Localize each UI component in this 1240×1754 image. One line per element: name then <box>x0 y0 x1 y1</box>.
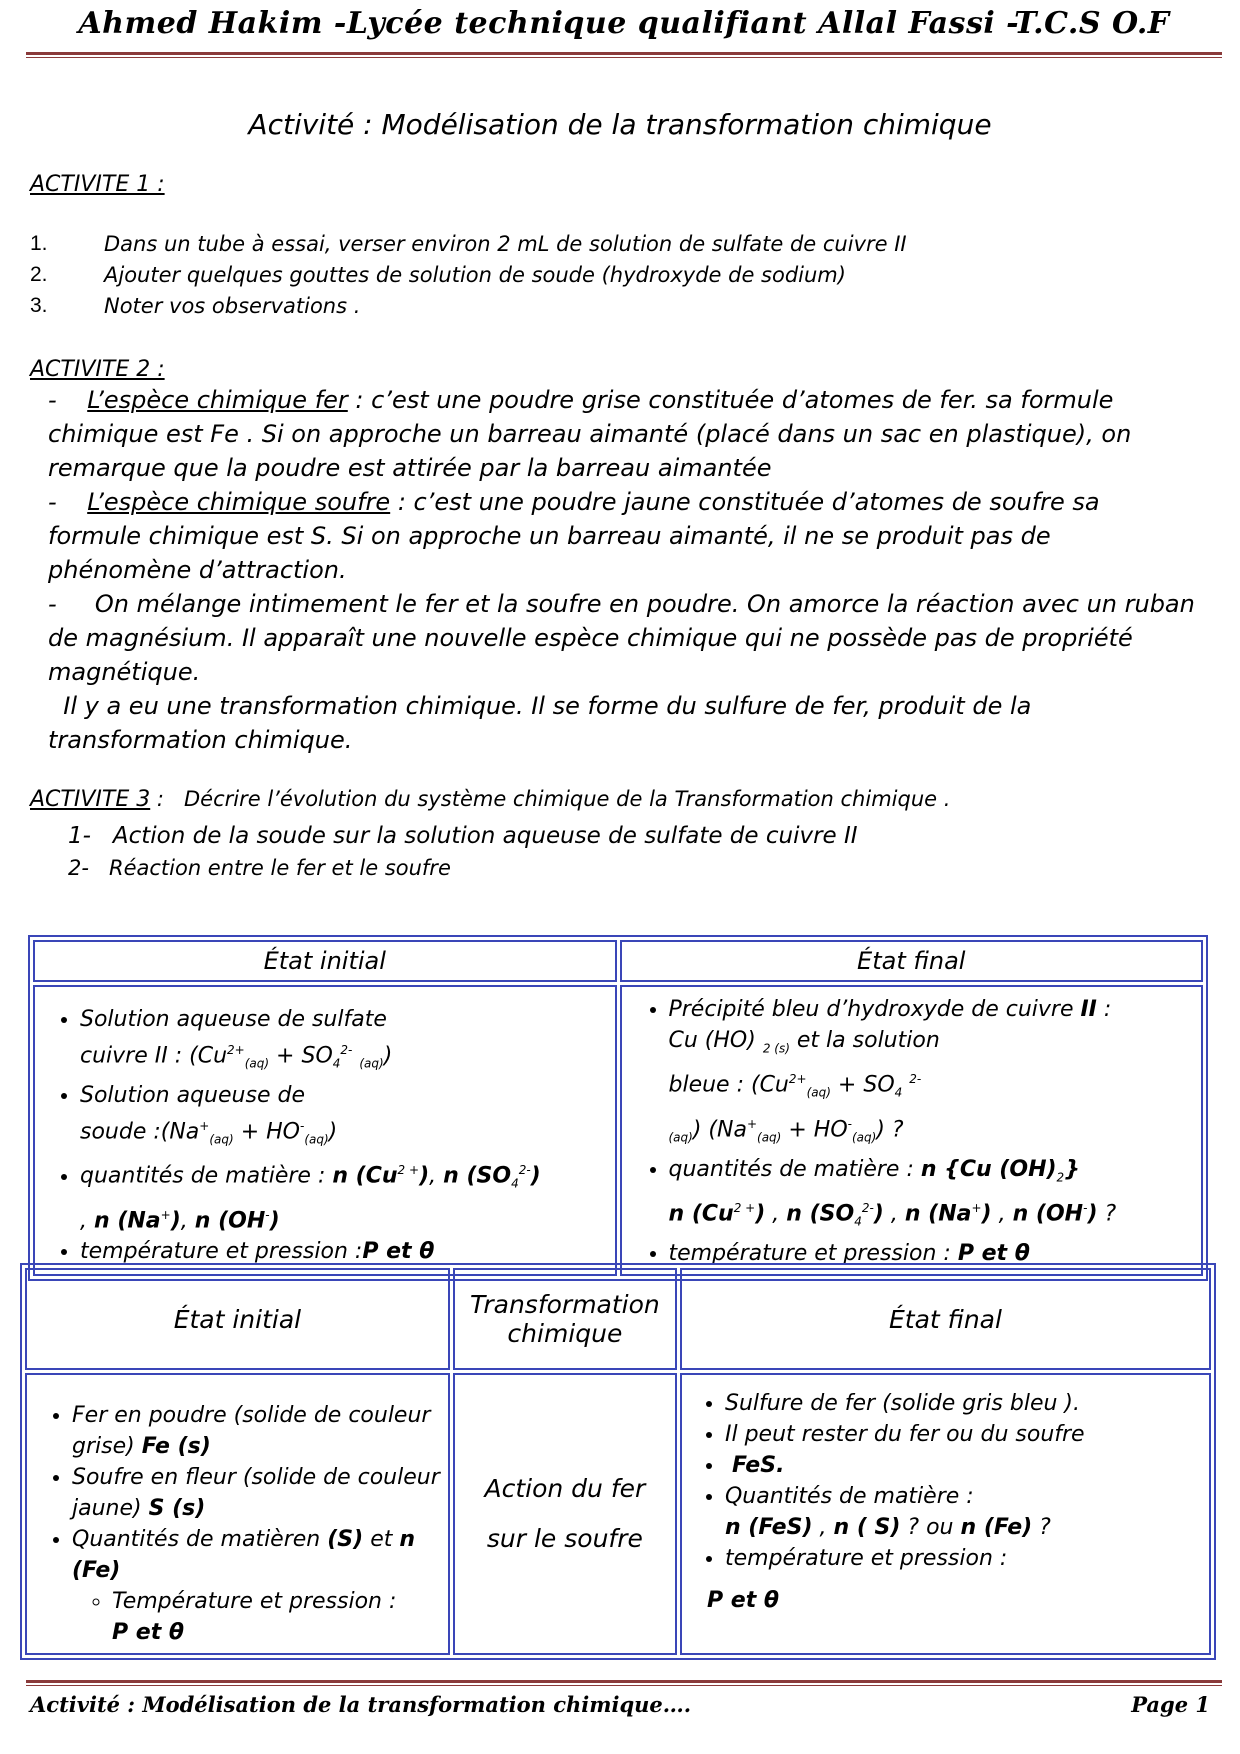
activite3-heading: ACTIVITE 3 : Décrire l’évolution du système chimique de la Transformation chimique . <box>30 787 951 812</box>
list-item: • quantités de matière : n $(Cu^{2 +})$, n $(SO_4^{2-})$ , n (Na+), n (OH-) <box>80 1155 614 1236</box>
header-rule-thin <box>26 57 1222 58</box>
column-header-transformation: Transformation chimique <box>453 1268 677 1370</box>
footer-rule-thin <box>26 1685 1222 1686</box>
pressure-temperature: P et θ <box>706 1588 779 1613</box>
list-item: • température et pression : <box>725 1543 1208 1574</box>
cell-initial <box>25 1373 450 1655</box>
activite3-items <box>68 820 858 884</box>
list-item: • Solution aqueuse de soude $:(Na^+_{(aq)} + HO^-_{(aq)})$ <box>80 1080 614 1156</box>
list-item: • Solution aqueuse de sulfate cuivre II : ($Cu^{2+}_{(aq)} + SO_4^{2-}$ $_{(aq)}$) <box>80 1004 614 1080</box>
column-header-etat-final: État final <box>680 1268 1211 1370</box>
document-title: Activité : Modélisation de la transformation chimique <box>248 108 992 141</box>
paragraph-fer: - L’espèce chimique fer : c’est une poudre grise constituée d’atomes de fer. sa formule chimique est Fe . Si on approche un barreau aimanté (placé dans un sac en plastique), on remarque que la poudre est attirée par la barreau aimantée <box>48 386 1132 482</box>
list-item: • Sulfure de fer (solide gris bleu ). <box>725 1388 1208 1419</box>
list-item: ◦ Température et pression : P et θ <box>112 1586 447 1648</box>
activite2-body <box>48 383 1198 757</box>
list-item: • FeS. <box>725 1450 1208 1481</box>
term-fer: L’espèce chimique fer <box>87 386 348 414</box>
list-item: • Quantités de matière : n (FeS) , n ( S) ? ou n (Fe) ? <box>725 1481 1208 1543</box>
footer-title: Activité : Modélisation de la transformation chimique…. <box>30 1692 692 1717</box>
column-header-etat-initial: État initial <box>33 940 617 982</box>
cell-final <box>620 985 1204 1276</box>
table-fer-soufre <box>20 1263 1216 1660</box>
column-header-etat-final: État final <box>620 940 1204 982</box>
paragraph-soufre: - L’espèce chimique soufre : c’est une poudre jaune constituée d’atomes de soufre sa formule chimique est S. Si on approche un barreau aimanté, il ne se produit pas de phénomène d’attraction. <box>48 488 1100 584</box>
activite1-label: ACTIVITE 1 : <box>30 172 165 197</box>
list-item: • Fer en poudre (solide de couleur grise) Fe (s) <box>72 1400 447 1462</box>
list-item: 2- Réaction entre le fer et le soufre <box>68 856 451 880</box>
list-item: 1- Action de la soude sur la solution aqueuse de sulfate de cuivre II <box>68 823 858 849</box>
list-item: • Quantités de matièren (S) et n (Fe) ◦ Température et pression : P et θ <box>72 1524 447 1648</box>
table-sulfate-soude <box>28 935 1208 1281</box>
term-soufre: L’espèce chimique soufre <box>87 488 391 516</box>
list-item: • température et pression :P et θ <box>80 1236 614 1267</box>
header-rule <box>26 52 1222 55</box>
activite2-heading <box>30 357 165 382</box>
column-header-etat-initial: État initial <box>25 1268 450 1370</box>
activite3-label: ACTIVITE 3 <box>30 787 151 812</box>
paragraph-conclusion: Il y a eu une transformation chimique. Il se forme du sulfure de fer, produit de la transformation chimique. <box>48 692 1032 754</box>
list-item: • Soufre en fleur (solide de couleur jaune) S (s) <box>72 1462 447 1524</box>
activite2-label: ACTIVITE 2 : <box>30 357 165 382</box>
list-item: • Il peut rester du fer ou du soufre <box>725 1419 1208 1450</box>
cell-final <box>680 1373 1211 1655</box>
page-header: Ahmed Hakim -Lycée technique qualifiant Allal Fassi -T.C.S O.F <box>78 6 1170 41</box>
list-item: • température et pression : P et θ <box>669 1238 1201 1269</box>
list-item: • Précipité bleu d’hydroxyde de cuivre II : Cu (HO) $_{2 (s)}$ et la solution bleue : ($Cu^{2+}_{(aq)} + SO_4$ $^{2-}$ $_{(aq)}$) $(Na^+_{(aq)} + HO^-_{(aq)})$ ? <box>669 994 1201 1154</box>
footer-rule <box>26 1680 1222 1683</box>
activite1-heading <box>30 172 165 197</box>
cell-transformation: Action du fer sur le soufre <box>453 1373 677 1655</box>
page-number: Page 1 <box>1131 1692 1210 1717</box>
list-item: • quantités de matière : n {Cu $(OH)_2$} n $(Cu^{2 +})$ , n $(SO_4^{2-})$ , n (Na+) , n (OH-) ? <box>669 1154 1201 1238</box>
cell-initial <box>33 985 617 1276</box>
paragraph-melange: - On mélange intimement le fer et la soufre en poudre. On amorce la réaction avec un ruban de magnésium. Il apparaît une nouvelle espèce chimique qui ne possède pas de propriété magnétique. <box>48 590 1195 686</box>
